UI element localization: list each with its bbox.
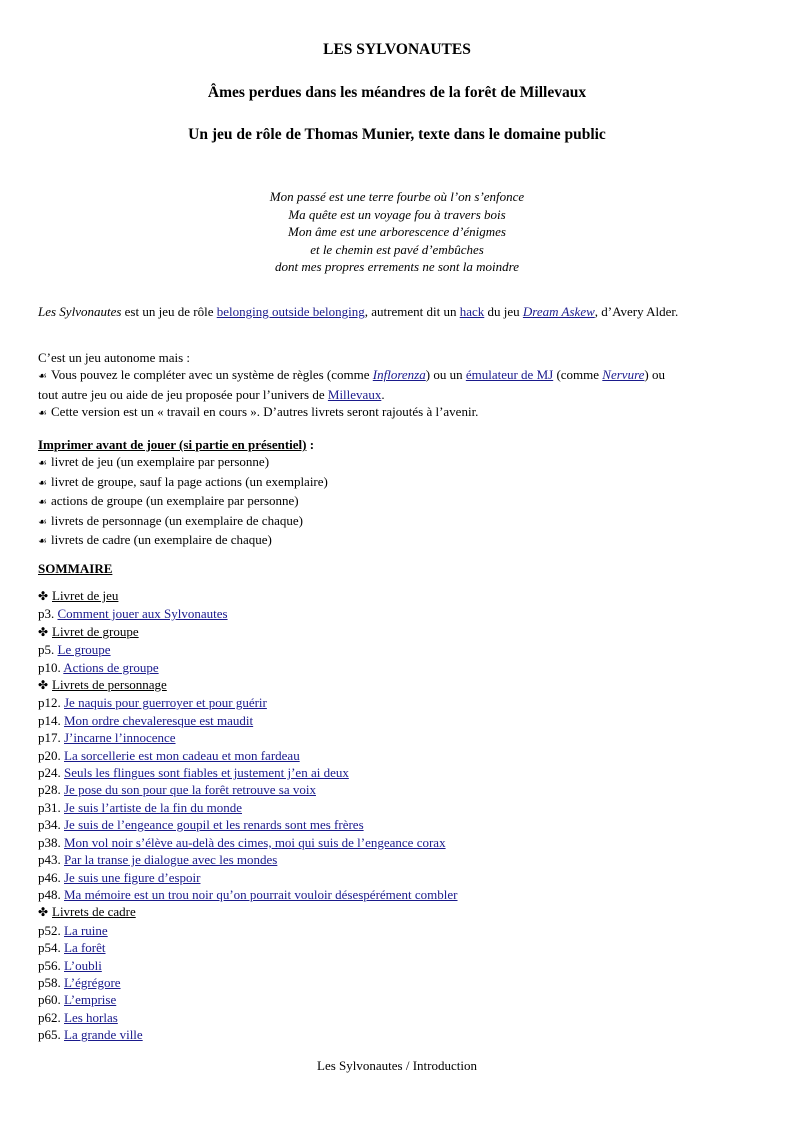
intro-paragraph: [38, 303, 755, 320]
list-item-text: livret de groupe, sauf la page actions (un exemplaire): [51, 473, 328, 489]
game-name: Les Sylvonautes: [38, 304, 122, 319]
toc-entry-link[interactable]: Je suis de l’engeance goupil et les renards sont mes frères: [64, 817, 364, 833]
toc-entry: [38, 694, 755, 711]
summary-heading: SOMMAIRE: [38, 561, 113, 576]
list-item: [38, 512, 755, 531]
toc-page-number: p56.: [38, 957, 64, 973]
toc-page-number: p48.: [38, 886, 64, 902]
toc-entry-link[interactable]: Je suis une figure d’espoir: [64, 869, 201, 885]
bullet-glyph-icon: ☙: [38, 536, 47, 548]
toc-entry: [38, 939, 755, 956]
page-footer: Les Sylvonautes / Introduction: [317, 1058, 477, 1073]
toc-entry: [38, 886, 755, 903]
bullet-text: .: [381, 386, 385, 402]
toc-page-number: p17.: [38, 730, 64, 746]
toc-page-number: p65.: [38, 1027, 64, 1043]
print-heading-line: [38, 436, 755, 453]
list-item: [38, 473, 755, 492]
toc-entry-link[interactable]: La grande ville: [64, 1027, 143, 1043]
toc-entry: [38, 781, 755, 798]
toc-entry-link[interactable]: La sorcellerie est mon cadeau et mon fardeau: [64, 747, 300, 763]
bullet-glyph-icon: ☙: [38, 408, 47, 420]
toc-entry: [38, 641, 755, 658]
toc-entry: [38, 957, 755, 974]
toc-entry-link[interactable]: Je suis l’artiste de la fin du monde: [64, 799, 242, 815]
toc-entry: [38, 851, 755, 868]
toc-page-number: p12.: [38, 695, 64, 711]
toc-entry-link[interactable]: Mon ordre chevaleresque est maudit: [64, 712, 254, 728]
bullet-text: Cette version est un « travail en cours ». D’autres livrets seront rajoutés à l’avenir.: [51, 404, 479, 420]
bullet-text: (comme: [553, 367, 603, 383]
toc-entry: [38, 712, 755, 729]
intro-text: est un jeu de rôle: [121, 304, 217, 319]
toc-entry-link[interactable]: L’égrégore: [64, 974, 121, 990]
toc-section: [38, 676, 755, 694]
toc-page-number: p24.: [38, 765, 64, 781]
toc-entry: [38, 764, 755, 781]
list-item-text: livrets de personnage (un exemplaire de chaque): [51, 512, 303, 528]
toc-entry: [38, 1026, 755, 1043]
toc-section: [38, 903, 755, 921]
list-item: [38, 492, 755, 511]
toc-entry: [38, 869, 755, 886]
table-of-contents: [38, 587, 755, 1044]
poem-line: et le chemin est pavé d’embûches: [310, 241, 484, 257]
link-hack[interactable]: hack: [459, 304, 485, 319]
toc-entry: [38, 659, 755, 676]
link-nervure[interactable]: Nervure: [602, 367, 645, 383]
toc-entry-link[interactable]: La forêt: [64, 940, 106, 956]
toc-entry-link[interactable]: Je naquis pour guerroyer et pour guérir: [64, 695, 267, 711]
bullet-glyph-icon: ☙: [38, 516, 47, 528]
toc-page-number: p34.: [38, 817, 64, 833]
toc-entry: [38, 991, 755, 1008]
toc-entry-link[interactable]: Seuls les flingues sont fiables et justement j’en ai deux: [64, 765, 349, 781]
toc-entry-link[interactable]: Comment jouer aux Sylvonautes: [57, 606, 228, 622]
toc-entry: [38, 922, 755, 939]
toc-page-number: p46.: [38, 869, 64, 885]
toc-entry: [38, 974, 755, 991]
toc-page-number: p52.: [38, 922, 64, 938]
toc-page-number: p38.: [38, 834, 64, 850]
toc-page-number: p28.: [38, 782, 64, 798]
toc-entry-link[interactable]: Ma mémoire est un trou noir qu’on pourrait vouloir désespérément combler: [64, 886, 458, 902]
poem-line: Mon passé est une terre fourbe où l’on s’enfonce: [269, 189, 525, 204]
toc-page-number: p3.: [38, 606, 58, 622]
club-icon: ✤: [38, 678, 49, 693]
document-title: LES SYLVONAUTES: [323, 41, 471, 58]
autonomy-section: [38, 349, 755, 423]
toc-section: [38, 623, 755, 641]
toc-entry: [38, 729, 755, 746]
toc-entry-link[interactable]: L’emprise: [64, 992, 117, 1008]
list-item: [38, 453, 755, 472]
epigraph-poem: [0, 188, 794, 276]
bullet-glyph-icon: ☙: [38, 477, 47, 489]
link-dream-askew[interactable]: Dream Askew: [522, 304, 595, 319]
toc-section-link[interactable]: Livrets de personnage: [52, 677, 167, 693]
bullet-glyph-icon: ☙: [38, 371, 47, 383]
toc-entry: [38, 799, 755, 816]
link-millevaux[interactable]: Millevaux: [327, 386, 382, 402]
toc-page-number: p62.: [38, 1009, 64, 1025]
toc-page-number: p54.: [38, 940, 64, 956]
toc-page-number: p31.: [38, 799, 64, 815]
list-item-text: livret de jeu (un exemplaire par personne): [51, 454, 270, 470]
print-heading: Imprimer avant de jouer (si partie en présentiel): [38, 437, 307, 452]
toc-section-link[interactable]: Livret de groupe: [52, 623, 139, 639]
toc-entry: [38, 605, 755, 622]
bullet-glyph-icon: ☙: [38, 497, 47, 509]
toc-page-number: p43.: [38, 852, 64, 868]
toc-entry-link[interactable]: Actions de groupe: [63, 659, 159, 675]
bullet-text: ) ou: [644, 367, 666, 383]
document-byline: Un jeu de rôle de Thomas Munier, texte dans le domaine public: [188, 126, 606, 143]
club-icon: ✤: [38, 589, 49, 603]
club-icon: ✤: [38, 624, 49, 639]
toc-entry: [38, 747, 755, 764]
poem-line: Mon âme est une arborescence d’énigmes: [288, 224, 506, 240]
bullet-glyph-icon: ☙: [38, 458, 47, 470]
autonomy-lead: C’est un jeu autonome mais :: [38, 350, 191, 365]
intro-text: , autrement dit un: [364, 304, 460, 319]
toc-page-number: p58.: [38, 974, 64, 990]
toc-entry-link[interactable]: Les horlas: [64, 1009, 118, 1025]
toc-section-link[interactable]: Livrets de cadre: [52, 904, 136, 920]
intro-text: , d’Avery Alder.: [594, 304, 679, 319]
toc-page-number: p20.: [38, 747, 64, 763]
link-belonging-outside-belonging[interactable]: belonging outside belonging: [216, 304, 365, 319]
toc-entry-link[interactable]: L’oubli: [64, 957, 102, 973]
print-heading-colon: :: [306, 437, 315, 452]
autonomy-bullet-continued: [38, 386, 755, 403]
list-item-text: actions de groupe (un exemplaire par personne): [51, 493, 299, 509]
toc-entry-link[interactable]: La ruine: [64, 922, 108, 938]
document-subtitle: Âmes perdues dans les méandres de la forêt de Millevaux: [207, 84, 587, 101]
toc-entry-link[interactable]: Je pose du son pour que la forêt retrouve sa voix: [64, 782, 316, 798]
summary-heading-line: [38, 560, 755, 577]
toc-entry-link[interactable]: Par la transe je dialogue avec les mondes: [64, 852, 278, 868]
poem-line: Ma quête est un voyage fou à travers bois: [288, 206, 506, 222]
toc-entry: [38, 816, 755, 833]
toc-page-number: p5.: [38, 642, 58, 658]
toc-entry: [38, 1009, 755, 1026]
poem-line: dont mes propres errements ne sont la moindre: [275, 259, 519, 275]
toc-section: [38, 587, 755, 605]
link-inflorenza[interactable]: Inflorenza: [372, 367, 426, 383]
list-item: [38, 531, 755, 550]
bullet-text: Vous pouvez le compléter avec un système de règles (comme: [51, 367, 373, 383]
club-icon: ✤: [38, 905, 49, 920]
autonomy-bullet: [38, 403, 755, 422]
toc-entry: [38, 834, 755, 851]
toc-entry-link[interactable]: Mon vol noir s’élève au-delà des cimes, moi qui suis de l’engeance corax: [64, 834, 446, 850]
intro-text: du jeu: [484, 304, 523, 319]
toc-page-number: p60.: [38, 992, 64, 1008]
toc-page-number: p10.: [38, 659, 64, 675]
toc-entry-link[interactable]: Le groupe: [57, 642, 111, 658]
toc-section-link[interactable]: Livret de jeu: [52, 588, 119, 603]
list-item-text: livrets de cadre (un exemplaire de chaque): [51, 532, 272, 548]
bullet-text: tout autre jeu ou aide de jeu proposée pour l’univers de: [38, 386, 328, 402]
bullet-text: ) ou un: [425, 367, 466, 383]
toc-page-number: p14.: [38, 712, 64, 728]
link-emulateur-de-mj[interactable]: émulateur de MJ: [465, 367, 554, 383]
toc-entry-link[interactable]: J’incarne l’innocence: [64, 730, 176, 746]
print-section: [38, 436, 755, 550]
autonomy-bullet: [38, 366, 755, 385]
